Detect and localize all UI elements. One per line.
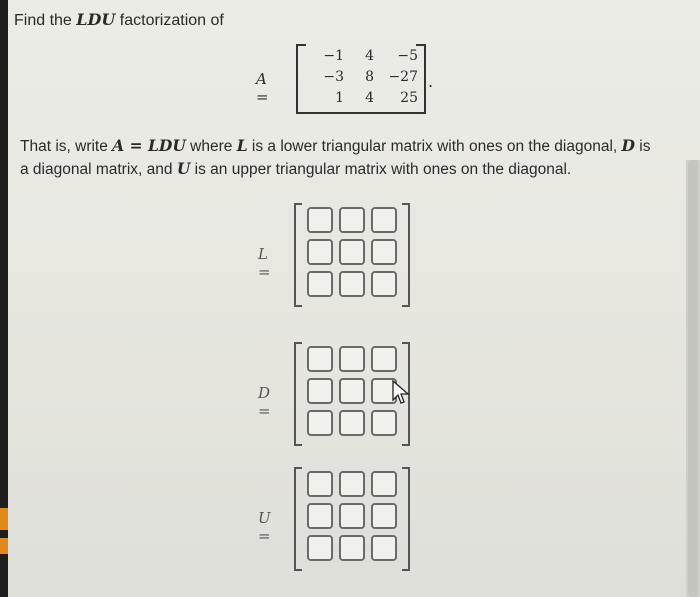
answer-input-d-r3c2[interactable] [339, 410, 365, 436]
left-edge-bar [0, 0, 8, 597]
answer-label-l: L = [258, 245, 271, 281]
matrix-a [296, 44, 426, 114]
answer-input-u-r3c1[interactable] [307, 535, 333, 561]
answer-input-u-r1c3[interactable] [371, 471, 397, 497]
answer-grid-d [307, 346, 399, 436]
answer-input-l-r3c1[interactable] [307, 271, 333, 297]
instruction-part: where [185, 138, 237, 155]
instruction-math: U [176, 159, 191, 178]
answer-input-l-r3c3[interactable] [371, 271, 397, 297]
matrix-a-entry: −27 [388, 69, 418, 85]
answer-input-u-r2c2[interactable] [339, 503, 365, 529]
matrix-a-label: A = [256, 70, 269, 106]
answer-input-d-r1c1[interactable] [307, 346, 333, 372]
instruction-part: is an upper triangular matrix with ones on the diagonal. [190, 161, 572, 178]
answer-input-l-r3c2[interactable] [339, 271, 365, 297]
mouse-cursor-icon [392, 380, 410, 406]
matrix-a-entry: 8 [365, 69, 374, 85]
matrix-a-period: . [428, 72, 434, 91]
left-edge-accent [0, 538, 8, 554]
scrollbar-thumb[interactable] [688, 160, 698, 597]
matrix-a-entry: 4 [365, 90, 374, 106]
scrollbar[interactable] [686, 160, 700, 597]
prompt-text: Find the [14, 12, 77, 29]
answer-input-d-r2c1[interactable] [307, 378, 333, 404]
answer-grid-u [307, 471, 399, 561]
answer-input-u-r1c1[interactable] [307, 471, 333, 497]
instruction-part: That is, write [20, 138, 113, 155]
instruction-math: A = LDU [112, 136, 186, 155]
answer-input-d-r1c2[interactable] [339, 346, 365, 372]
answer-input-u-r1c2[interactable] [339, 471, 365, 497]
answer-input-l-r2c3[interactable] [371, 239, 397, 265]
answer-input-u-r2c3[interactable] [371, 503, 397, 529]
answer-input-u-r3c3[interactable] [371, 535, 397, 561]
matrix-a-entry: −1 [323, 48, 344, 64]
instruction-math: D [621, 136, 635, 155]
prompt-math: LDU [76, 10, 116, 29]
answer-label-u: U = [258, 509, 271, 545]
matrix-a-entry: −3 [323, 69, 344, 85]
answer-input-d-r3c1[interactable] [307, 410, 333, 436]
answer-input-d-r2c2[interactable] [339, 378, 365, 404]
answer-input-d-r1c3[interactable] [371, 346, 397, 372]
prompt-text-end: factorization of [115, 12, 224, 29]
answer-input-u-r2c1[interactable] [307, 503, 333, 529]
question-prompt [14, 10, 224, 30]
answer-input-l-r1c3[interactable] [371, 207, 397, 233]
answer-input-l-r1c1[interactable] [307, 207, 333, 233]
answer-grid-l [307, 207, 399, 297]
answer-label-d: D = [258, 384, 271, 420]
instruction-part: is a diagonal matrix, and [20, 138, 651, 178]
answer-input-d-r3c3[interactable] [371, 410, 397, 436]
answer-input-l-r1c2[interactable] [339, 207, 365, 233]
answer-input-l-r2c2[interactable] [339, 239, 365, 265]
matrix-a-entry: −5 [397, 48, 418, 64]
instruction-text [20, 135, 660, 181]
instruction-math: L [236, 136, 248, 155]
left-edge-accent [0, 508, 8, 530]
matrix-a-entry: 1 [335, 90, 344, 106]
answer-input-u-r3c2[interactable] [339, 535, 365, 561]
matrix-a-entry: 25 [400, 90, 418, 106]
matrix-a-entry: 4 [365, 48, 374, 64]
instruction-part: is a lower triangular matrix with ones on the diagonal, [247, 138, 622, 155]
answer-input-l-r2c1[interactable] [307, 239, 333, 265]
